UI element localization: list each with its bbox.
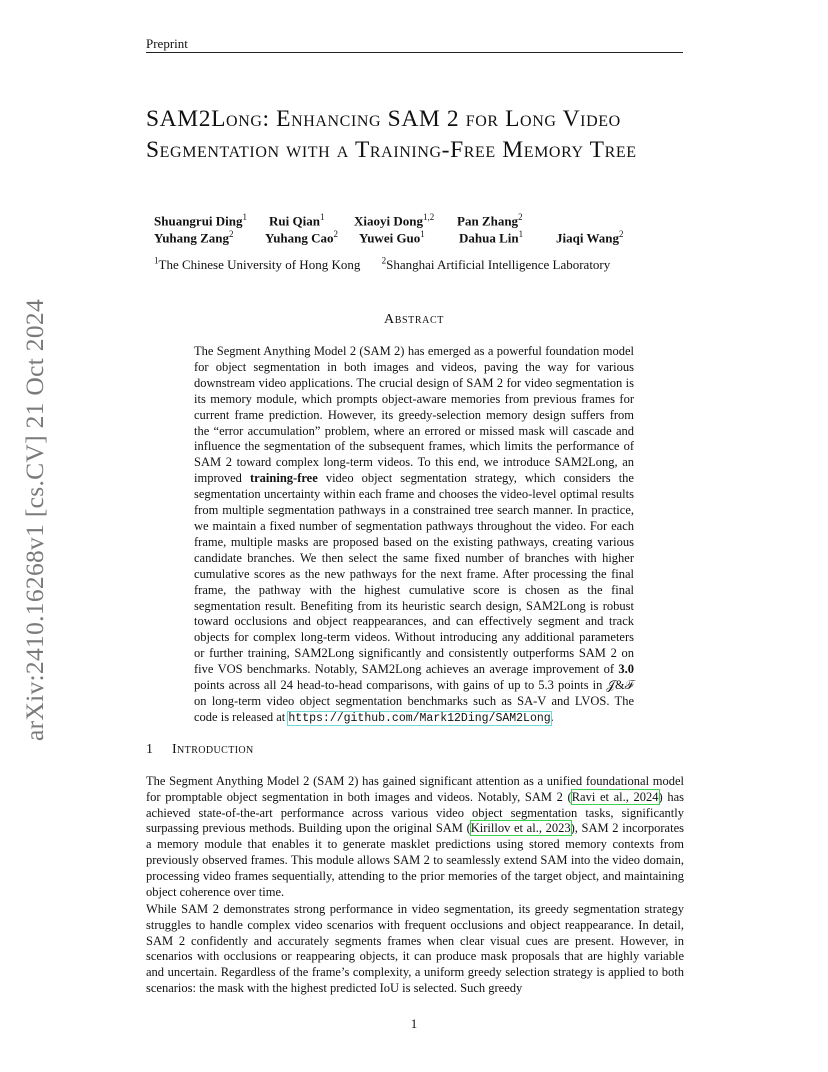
page-number: 1	[410, 1016, 418, 1031]
author: Shuangrui Ding$^1$	[154, 212, 248, 229]
author-row-2	[154, 226, 654, 246]
section-title: Introduction	[172, 742, 254, 757]
section-number: 1	[146, 742, 154, 757]
arxiv-identifier: arXiv:2410.16268v1 [cs.CV] 21 Oct 2024	[20, 298, 49, 742]
author: Yuwei Guo$^1$	[359, 229, 425, 246]
intro-paragraph-2: While SAM 2 demonstrates strong performance in video segmentation, its greedy segmentation strategy struggles to handle complex video scenarios with frequent occlusions and object reappearance. In detail, SAM 2 confidently and accurately segments frames when clear visual cues are present. However, in scenarios with occlusions or reappearing objects, it can produce mask proposals that are highly variable and uncertain. Regardless of the frame’s complexity, a uniform greedy selection strategy is applied to both scenarios: the mask with the highest predicted IoU is selected. Such greedy	[146, 902, 684, 995]
affiliation: $^2$Shanghai Artificial Intelligence Laboratory	[381, 256, 611, 273]
abstract-body: The Segment Anything Model 2 (SAM 2) has emerged as a powerful foundation model for object segmentation in both images and videos, paving the way for various downstream video applications. The crucial design of SAM 2 for video segmentation is its memory module, which prompts object-aware memories from previous frames for current frame prediction. However, its greedy-selection memory design suffers from the “error accumulation” problem, where an errored or missed mask will cascade and influence the segmentation of the subsequent frames, which limits the performance of SAM 2 toward complex long-term videos. To this end, we introduce SAM2Long, an improved training-free video object segmentation strategy, which considers the segmentation uncertainty within each frame and chooses the video-level optimal results from multiple segmentation pathways in a constrained tree search manner. In practice, we maintain a fixed number of segmentation pathways throughout the video. For each frame, multiple masks are proposed based on the existing pathways, creating various candidate branches. We then select the same fixed number of branches with higher cumulative scores as the new pathways for the next frame. After processing the final frame, the pathway with the highest cumulative score is chosen as the final segmentation result. Benefiting from its heuristic search design, SAM2Long is robust toward occlusions and object reappearances, and can effectively segment and track objects for complex long-term videos. Without introducing any additional parameters or further training, SAM2Long significantly and consistently outperforms SAM 2 on five VOS benchmarks. Notably, SAM2Long achieves an average improvement of 3.0 points across all 24 head-to-head comparisons, with gains of up to 5.3 points in 𝒥&ℱ on long-term video object segmentation benchmarks such as SA-V and LVOS. The code is released at https://github.com/Mark12Ding/SAM2Long.	[194, 344, 634, 725]
code-url-link[interactable]: https://github.com/Mark12Ding/SAM2Long	[288, 711, 551, 725]
author: Dahua Lin$^1$	[459, 229, 524, 246]
affiliations	[154, 256, 610, 273]
author: Yuhang Zang$^2$	[154, 229, 234, 246]
abstract-heading: Abstract	[384, 312, 444, 327]
paper-title: SAM2Long: Enhancing SAM 2 for Long Video Segmentation with a Training-Free Memory Tree	[146, 106, 637, 163]
header-rule	[146, 52, 683, 53]
author: Xiaoyi Dong$^{1,2}$	[354, 212, 435, 229]
emphasis: training-free	[249, 471, 318, 486]
intro-paragraph-1: The Segment Anything Model 2 (SAM 2) has gained significant attention as a unified foundational model for promptable object segmentation in both images and videos. Notably, SAM 2 (Ravi et al., 2024) has achieved state-of-the-art performance across various video object segmentation tasks, significantly surpassing previous methods. Building upon the original SAM (Kirillov et al., 2023), SAM 2 incorporates a memory module that enables it to generate masklet predictions using stored memory contexts from previously observed frames. This module allows SAM 2 to seamlessly extend SAM into the video domain, processing video frames sequentially, attending to the prior memories of the target object, and maintaining object coherence over time.	[146, 774, 685, 899]
author: Pan Zhang$^2$	[457, 212, 523, 229]
emphasis: 3.0	[618, 662, 634, 677]
citation-link[interactable]: Kirillov et al., 2023	[470, 821, 571, 836]
section-heading	[146, 742, 254, 758]
author: Jiaqi Wang$^2$	[556, 229, 624, 246]
citation-link[interactable]: Ravi et al., 2024	[571, 789, 659, 804]
running-header: Preprint	[146, 36, 188, 51]
author: Yuhang Cao$^2$	[265, 229, 339, 246]
arxiv-stamp	[20, 285, 50, 755]
author-list	[154, 209, 654, 246]
affiliation: $^1$The Chinese University of Hong Kong	[154, 256, 361, 273]
author-row-1	[154, 209, 654, 229]
author: Rui Qian$^1$	[269, 212, 325, 229]
